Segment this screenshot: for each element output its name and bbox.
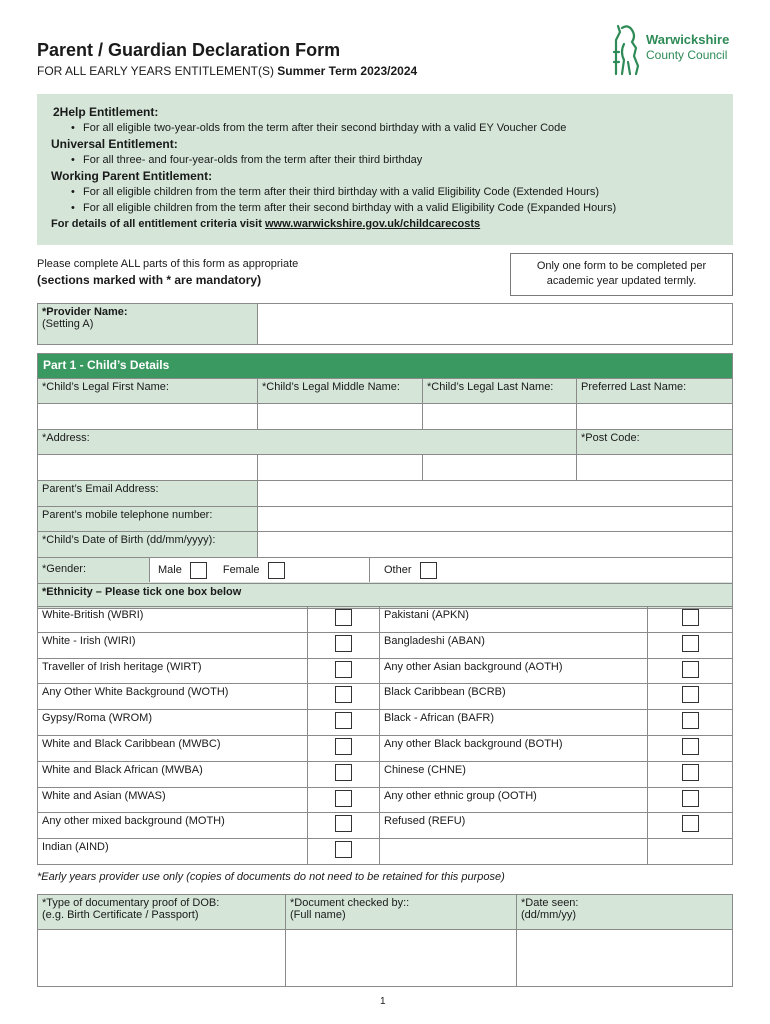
ethnicity-option-label: Black - African (BAFR)	[380, 710, 648, 736]
ethnicity-checkbox-cell	[308, 658, 380, 684]
ethnicity-row	[38, 787, 733, 813]
date-seen-hint: (dd/mm/yy)	[521, 909, 576, 921]
gender-female-checkbox[interactable]	[268, 562, 285, 579]
checked-by-hint: (Full name)	[290, 909, 346, 921]
ethnicity-checkbox[interactable]	[335, 764, 352, 781]
ethnicity-checkbox-cell	[648, 632, 733, 658]
gender-male-checkbox[interactable]	[190, 562, 207, 579]
checked-by-label-cell	[286, 895, 517, 930]
details-line	[51, 216, 719, 232]
ethnicity-row	[38, 658, 733, 684]
working-heading: Working Parent Entitlement:	[51, 169, 213, 183]
postcode-label: *Post Code:	[577, 430, 733, 455]
dob-label: *Child’s Date of Birth (dd/mm/yyyy):	[38, 532, 258, 558]
ethnicity-checkbox[interactable]	[682, 712, 699, 729]
provider-label: *Provider Name:	[42, 306, 128, 318]
ethnicity-row	[38, 632, 733, 658]
ethnicity-option-label: Traveller of Irish heritage (WIRT)	[38, 658, 308, 684]
twohelp-heading: 2Help Entitlement:	[53, 105, 159, 119]
checked-by-label: *Document checked by::	[290, 897, 410, 909]
ethnicity-checkbox-cell	[648, 735, 733, 761]
ethnicity-row	[38, 607, 733, 633]
intro-instruction: Please complete ALL parts of this form as appropriate	[37, 258, 299, 270]
email-input[interactable]	[258, 481, 733, 507]
ethnicity-checkbox-cell	[648, 787, 733, 813]
doc-type-label: *Type of documentary proof of DOB:	[42, 897, 220, 909]
ethnicity-checkbox[interactable]	[682, 738, 699, 755]
middle-name-label: *Child’s Legal Middle Name:	[258, 379, 423, 404]
details-prefix: For details of all entitlement criteria visit	[51, 218, 262, 230]
gender-label: *Gender:	[38, 558, 150, 582]
ethnicity-checkbox[interactable]	[335, 712, 352, 729]
ethnicity-checkbox[interactable]	[335, 841, 352, 858]
gender-row	[38, 558, 733, 584]
doc-type-hint: (e.g. Birth Certificate / Passport)	[42, 909, 199, 921]
working-bullet-2: • For all eligible children from the term after their second birthday with a valid Eligibility Code (Expanded Hours)	[51, 200, 719, 216]
doc-type-label-cell	[38, 895, 286, 930]
universal-bullet: • For all three- and four-year-olds from the term after their third birthday	[51, 152, 719, 168]
ethnicity-option-label: Gypsy/Roma (WROM)	[38, 710, 308, 736]
ethnicity-option-label: Bangladeshi (ABAN)	[380, 632, 648, 658]
details-link[interactable]: www.warwickshire.gov.uk/childcarecosts	[264, 218, 481, 230]
ethnicity-checkbox[interactable]	[682, 815, 699, 832]
ethnicity-checkbox-cell	[308, 787, 380, 813]
ethnicity-checkbox-cell	[648, 658, 733, 684]
part1-heading: Part 1 - Child’s Details	[38, 354, 733, 379]
gender-female-label: Female	[222, 564, 260, 576]
ethnicity-option-label: Any other mixed background (MOTH)	[38, 813, 308, 839]
provider-label-cell	[38, 304, 258, 345]
page-title: Parent / Guardian Declaration Form	[37, 40, 341, 60]
ethnicity-checkbox[interactable]	[682, 661, 699, 678]
provider-use-table	[37, 894, 733, 987]
ethnicity-checkbox-cell	[308, 632, 380, 658]
gender-other-checkbox[interactable]	[420, 562, 437, 579]
council-logo	[610, 22, 740, 78]
ethnicity-checkbox-cell	[648, 684, 733, 710]
ethnicity-option-label: Any other Asian background (AOTH)	[380, 658, 648, 684]
gender-other-label: Other	[384, 564, 412, 576]
ethnicity-checkbox[interactable]	[335, 738, 352, 755]
address-input-1[interactable]	[38, 455, 258, 481]
ethnicity-checkbox-cell	[648, 710, 733, 736]
ethnicity-checkbox-cell	[308, 710, 380, 736]
intro-mandatory-note: (sections marked with * are mandatory)	[37, 273, 262, 287]
ethnicity-option-label: Any Other White Background (WOTH)	[38, 684, 308, 710]
ethnicity-option-label: White - Irish (WIRI)	[38, 632, 308, 658]
preferred-last-name-input[interactable]	[577, 404, 733, 430]
ethnicity-row	[38, 761, 733, 787]
logo-line2: County Council	[646, 48, 728, 62]
ethnicity-option-label: White and Black African (MWBA)	[38, 761, 308, 787]
ethnicity-option-label: Any other ethnic group (OOTH)	[380, 787, 648, 813]
email-label: Parent’s Email Address:	[38, 481, 258, 507]
twohelp-bullet: • For all eligible two-year-olds from the term after their second birthday with a valid EY Voucher Code	[51, 120, 719, 136]
ethnicity-table	[37, 606, 733, 865]
ethnicity-heading: *Ethnicity – Please tick one box below	[38, 584, 733, 609]
ethnicity-checkbox-cell	[308, 813, 380, 839]
ethnicity-checkbox-cell	[308, 761, 380, 787]
first-name-input[interactable]	[38, 404, 258, 430]
last-name-input[interactable]	[423, 404, 577, 430]
postcode-input[interactable]	[577, 455, 733, 481]
page-subtitle	[37, 64, 417, 78]
ethnicity-option-label: Refused (REFU)	[380, 813, 648, 839]
address-input-2[interactable]	[258, 455, 423, 481]
ethnicity-option-label: Pakistani (APKN)	[380, 607, 648, 633]
provider-table	[37, 303, 733, 345]
ethnicity-empty-cell	[380, 839, 648, 865]
provider-sublabel: (Setting A)	[42, 318, 94, 330]
subtitle-term: Summer Term 2023/2024	[277, 64, 418, 78]
ethnicity-checkbox-cell	[308, 684, 380, 710]
ethnicity-row	[38, 735, 733, 761]
page-number: 1	[380, 996, 386, 1007]
ethnicity-checkbox[interactable]	[682, 764, 699, 781]
provider-name-input[interactable]	[258, 304, 733, 345]
entitlement-box	[37, 94, 733, 245]
preferred-last-name-label: Preferred Last Name:	[577, 379, 733, 404]
ethnicity-checkbox[interactable]	[335, 609, 352, 626]
date-seen-label: *Date seen:	[521, 897, 579, 909]
ethnicity-option-label: White and Asian (MWAS)	[38, 787, 308, 813]
ethnicity-checkbox-cell	[308, 607, 380, 633]
ethnicity-checkbox-cell	[648, 761, 733, 787]
ethnicity-row	[38, 684, 733, 710]
first-name-label: *Child’s Legal First Name:	[38, 379, 258, 404]
middle-name-input[interactable]	[258, 404, 423, 430]
ethnicity-checkbox-cell	[308, 735, 380, 761]
one-form-note: Only one form to be completed per academic year updated termly.	[510, 253, 733, 296]
date-seen-input[interactable]	[517, 930, 733, 987]
mobile-input[interactable]	[258, 507, 733, 532]
ethnicity-checkbox[interactable]	[335, 815, 352, 832]
child-details-table	[37, 353, 733, 609]
ethnicity-option-label: Black Caribbean (BCRB)	[380, 684, 648, 710]
subtitle-prefix: FOR ALL EARLY YEARS ENTITLEMENT(S)	[37, 64, 274, 78]
ethnicity-row	[38, 813, 733, 839]
checked-by-input[interactable]	[286, 930, 517, 987]
ethnicity-checkbox[interactable]	[335, 661, 352, 678]
ethnicity-row	[38, 710, 733, 736]
mobile-label: Parent’s mobile telephone number:	[38, 507, 258, 532]
ethnicity-checkbox-cell	[308, 839, 380, 865]
ethnicity-checkbox[interactable]	[682, 635, 699, 652]
ethnicity-checkbox[interactable]	[335, 790, 352, 807]
ethnicity-option-label: Chinese (CHNE)	[380, 761, 648, 787]
provider-use-note: *Early years provider use only (copies of documents do not need to be retained for this purpose)	[37, 871, 505, 883]
address-label: *Address:	[38, 430, 577, 455]
ethnicity-checkbox[interactable]	[335, 686, 352, 703]
bear-and-ragged-staff-icon	[610, 22, 644, 76]
universal-heading: Universal Entitlement:	[51, 137, 178, 151]
date-seen-label-cell	[517, 895, 733, 930]
ethnicity-option-label: Indian (AIND)	[38, 839, 308, 865]
last-name-label: *Child’s Legal Last Name:	[423, 379, 577, 404]
ethnicity-checkbox[interactable]	[682, 686, 699, 703]
ethnicity-option-label: White and Black Caribbean (MWBC)	[38, 735, 308, 761]
ethnicity-checkbox-cell	[648, 607, 733, 633]
ethnicity-checkbox-cell	[648, 813, 733, 839]
ethnicity-row	[38, 839, 733, 865]
ethnicity-checkbox[interactable]	[682, 790, 699, 807]
logo-line1: Warwickshire	[646, 32, 730, 47]
doc-type-input[interactable]	[38, 930, 286, 987]
ethnicity-checkbox[interactable]	[682, 609, 699, 626]
dob-input[interactable]	[258, 532, 733, 558]
address-input-3[interactable]	[423, 455, 577, 481]
gender-male-label: Male	[158, 564, 182, 576]
ethnicity-option-label: White-British (WBRI)	[38, 607, 308, 633]
ethnicity-empty-cell	[648, 839, 733, 865]
working-bullet-1: • For all eligible children from the term after their third birthday with a valid Eligibility Code (Extended Hours)	[51, 184, 719, 200]
ethnicity-option-label: Any other Black background (BOTH)	[380, 735, 648, 761]
ethnicity-checkbox[interactable]	[335, 635, 352, 652]
